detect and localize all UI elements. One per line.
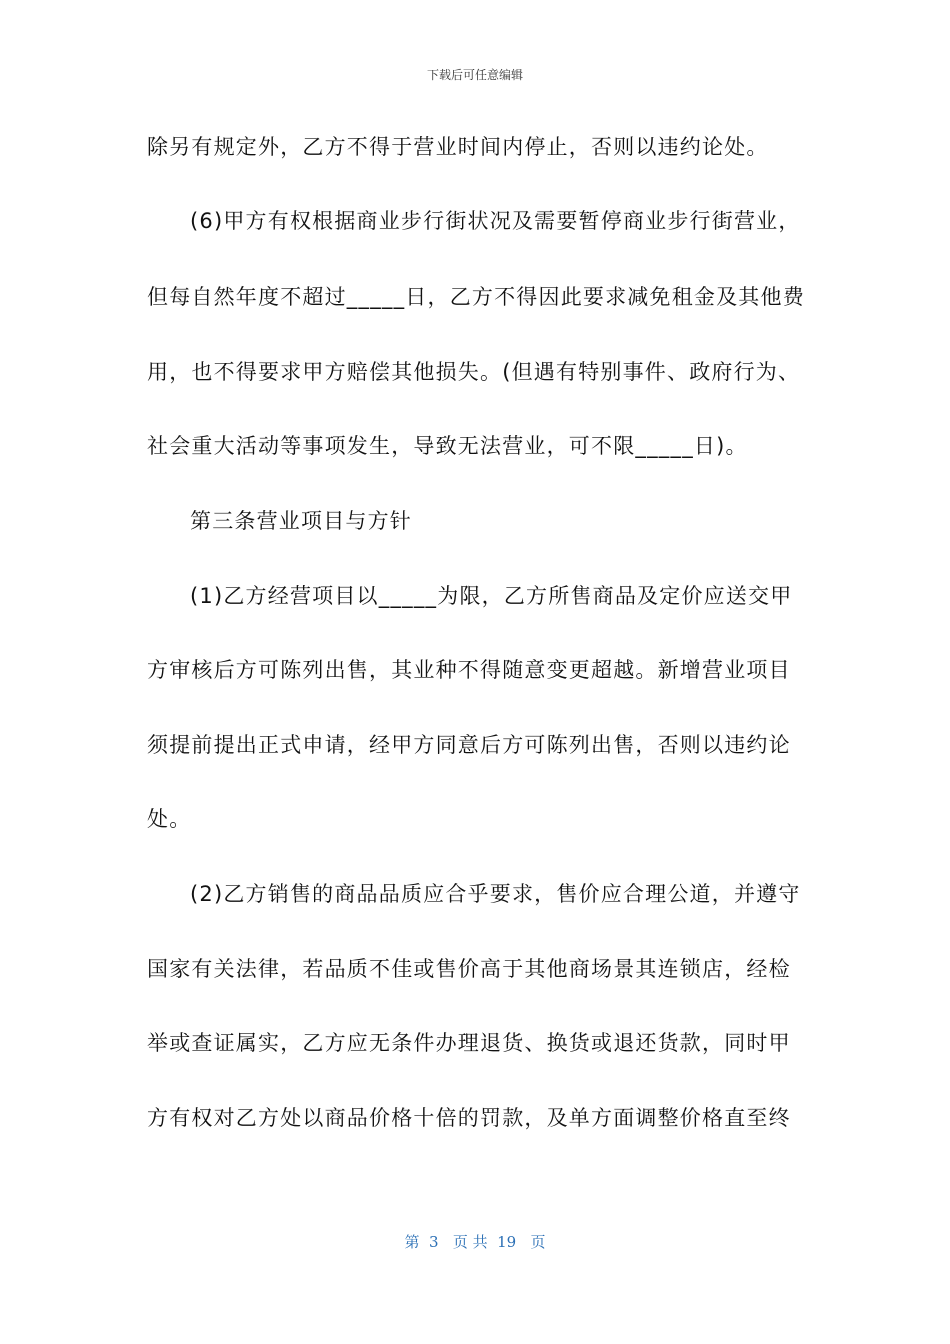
body-line: 但每自然年度不超过_____日，乙方不得因此要求减免租金及其他费 <box>147 285 805 309</box>
page-header: 下载后可任意编辑 <box>426 68 523 82</box>
body-line: 社会重大活动等事项发生，导致无法营业，可不限_____日)。 <box>147 434 748 458</box>
body-line: 方审核后方可陈列出售，其业种不得随意变更超越。新增营业项目 <box>147 658 791 682</box>
body-line: (6)甲方有权根据商业步行街状况及需要暂停商业步行街营业， <box>190 209 801 233</box>
body-line: 用，也不得要求甲方赔偿其他损失。(但遇有特别事件、政府行为、 <box>147 360 801 384</box>
body-line: 除另有规定外，乙方不得于营业时间内停止，否则以违约论处。 <box>147 135 769 159</box>
body-line: (1)乙方经营项目以_____为限，乙方所售商品及定价应送交甲 <box>190 584 793 608</box>
section-heading: 第三条营业项目与方针 <box>190 509 412 533</box>
body-line: 国家有关法律，若品质不佳或售价高于其他商场景其连锁店，经检 <box>147 957 791 981</box>
body-line: 方有权对乙方处以商品价格十倍的罚款，及单方面调整价格直至终 <box>147 1106 791 1130</box>
body-line: (2)乙方销售的商品品质应合乎要求，售价应合理公道，并遵守 <box>190 882 801 906</box>
body-line: 处。 <box>147 807 192 831</box>
page-number-footer: 第 3 页 共 19 页 <box>404 1233 546 1251</box>
body-line: 举或查证属实，乙方应无条件办理退货、换货或退还货款，同时甲 <box>147 1031 791 1055</box>
body-line: 须提前提出正式申请，经甲方同意后方可陈列出售，否则以违约论 <box>147 733 791 757</box>
